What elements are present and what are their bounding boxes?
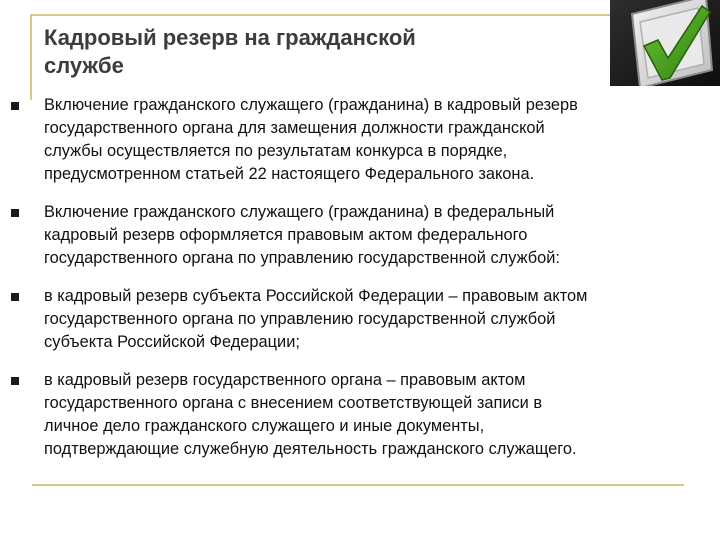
bullet-line: личное дело гражданского служащего и иные документы, [44, 417, 485, 435]
title-line-2: службе [44, 53, 124, 78]
bullet-list [0, 94, 720, 461]
bullet-line: предусмотренном статьей 22 настоящего Федерального закона. [44, 165, 535, 183]
checkmark-icon [610, 0, 720, 86]
bullet-line: в кадровый резерв субъекта Российской Федерации – правовым актом [44, 287, 588, 305]
bullet-line: государственного органа для замещения должности гражданской [44, 119, 545, 137]
bullet-icon [11, 209, 19, 217]
bullet-line: подтверждающие служебную деятельность гражданского служащего. [44, 440, 577, 458]
bullet-line: государственного органа с внесением соответствующей записи в [44, 394, 543, 412]
bullet-icon [11, 293, 19, 301]
bullet-line: кадровый резерв оформляется правовым актом федерального [44, 226, 528, 244]
bullet-icon [11, 102, 19, 110]
list-item [0, 369, 699, 461]
checkmark-image [610, 0, 720, 86]
list-item [0, 94, 699, 186]
slide-title [44, 24, 564, 80]
bullet-line: Включение гражданского служащего (гражданина) в кадровый резерв [44, 96, 578, 114]
list-item [0, 285, 699, 354]
bullet-line: в кадровый резерв государственного органа – правовым актом [44, 371, 526, 389]
bullet-line: государственного органа по управлению государственной службой: [44, 249, 560, 267]
bullet-line: государственного органа по управлению государственной службой [44, 310, 556, 328]
bullet-icon [11, 377, 19, 385]
bottom-divider [32, 484, 684, 486]
bullet-line: субъекта Российской Федерации; [44, 333, 300, 351]
bullet-line: Включение гражданского служащего (гражданина) в федеральный [44, 203, 555, 221]
title-line-1: Кадровый резерв на гражданской [44, 25, 416, 50]
bullet-line: службы осуществляется по результатам конкурса в порядке, [44, 142, 508, 160]
list-item [0, 201, 699, 270]
